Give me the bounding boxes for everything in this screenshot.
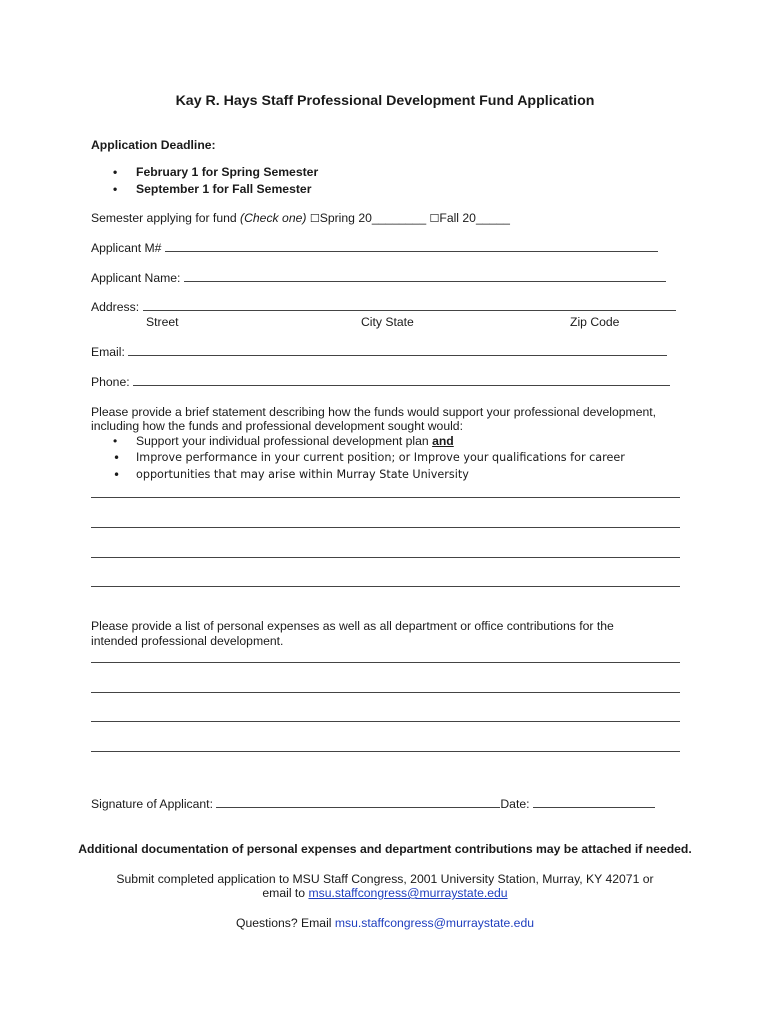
signature-label: Signature of Applicant: xyxy=(91,797,213,811)
deadline-item-fall: • September 1 for Fall Semester xyxy=(113,182,318,199)
statement-answer-line[interactable] xyxy=(91,557,680,558)
statement-prompt-line1: Please provide a brief statement describing how the funds would support your professional development, xyxy=(91,405,657,419)
statement-criteria-list xyxy=(113,434,625,485)
applicant-m-field[interactable] xyxy=(165,251,658,252)
submit-email-link[interactable]: msu.staffcongress@murraystate.edu xyxy=(308,886,508,900)
questions-prefix: Questions? Email xyxy=(235,916,335,930)
semester-hint: (Check one) xyxy=(240,211,307,225)
questions-email-link[interactable]: msu.staffcongress@murraystate.edu xyxy=(334,916,534,930)
semester-row xyxy=(91,211,510,225)
questions-line xyxy=(0,916,770,930)
phone-field[interactable] xyxy=(133,385,670,386)
statement-answer-line[interactable] xyxy=(91,586,680,587)
applicant-name-row xyxy=(91,271,666,285)
submit-line2 xyxy=(0,886,770,900)
deadline-list xyxy=(113,165,318,199)
address-city-state-label: City State xyxy=(361,315,414,329)
criteria-item-performance-cont xyxy=(113,468,625,485)
criteria-plan-text: Support your individual professional development plan xyxy=(136,434,433,448)
applicant-m-row xyxy=(91,241,658,255)
criteria-item-performance xyxy=(113,451,625,468)
date-field[interactable] xyxy=(533,807,655,808)
applicant-name-label: Applicant Name: xyxy=(91,271,181,285)
statement-answer-line[interactable] xyxy=(91,527,680,528)
spring-option: Spring 20________ xyxy=(319,211,427,225)
email-label: Email: xyxy=(91,345,125,359)
criteria-performance-text-cont: opportunities that may arise within Murray State University xyxy=(136,468,469,481)
additional-documentation-note: Additional documentation of personal expenses and department contributions may be attached if needed. xyxy=(78,842,692,856)
fall-checkbox[interactable]: ☐ xyxy=(429,212,440,225)
statement-prompt-line2: including how the funds and professional development sought would: xyxy=(91,419,463,433)
expenses-answer-line[interactable] xyxy=(91,692,680,693)
phone-label: Phone: xyxy=(91,375,130,389)
phone-row xyxy=(91,375,670,389)
submit-line1: Submit completed application to MSU Staff Congress, 2001 University Station, Murray, KY 42071 or xyxy=(116,872,654,886)
criteria-performance-text: Improve performance in your current position; or Improve your qualifications for career xyxy=(136,451,625,464)
expenses-prompt-line2: intended professional development. xyxy=(91,634,284,648)
email-row xyxy=(91,345,667,359)
expenses-answer-line[interactable] xyxy=(91,721,680,722)
email-field[interactable] xyxy=(128,355,667,356)
semester-label: Semester applying for fund xyxy=(91,211,241,225)
address-row xyxy=(91,300,676,314)
deadline-item-spring: • February 1 for Spring Semester xyxy=(113,165,318,182)
applicant-name-field[interactable] xyxy=(184,281,666,282)
criteria-and-emphasis: and xyxy=(432,434,454,448)
deadline-label: Application Deadline: xyxy=(91,138,216,152)
page-title: Kay R. Hays Staff Professional Development Fund Application xyxy=(175,93,595,109)
statement-answer-line[interactable] xyxy=(91,497,680,498)
expenses-answer-line[interactable] xyxy=(91,662,680,663)
signature-field[interactable] xyxy=(216,807,500,808)
fall-option: Fall 20_____ xyxy=(439,211,510,225)
expenses-prompt-line1: Please provide a list of personal expenses as well as all department or office contributions for the xyxy=(91,619,614,633)
applicant-m-label: Applicant M# xyxy=(91,241,162,255)
signature-row xyxy=(91,797,655,811)
date-label: Date: xyxy=(500,797,530,811)
expenses-answer-line[interactable] xyxy=(91,751,680,752)
address-street-label: Street xyxy=(146,315,179,329)
address-label: Address: xyxy=(91,300,140,314)
spring-checkbox[interactable]: ☐ xyxy=(309,212,320,225)
address-zip-label: Zip Code xyxy=(570,315,620,329)
criteria-item-plan xyxy=(113,434,625,451)
submit-email-prefix: email to xyxy=(262,886,309,900)
address-field[interactable] xyxy=(143,310,676,311)
